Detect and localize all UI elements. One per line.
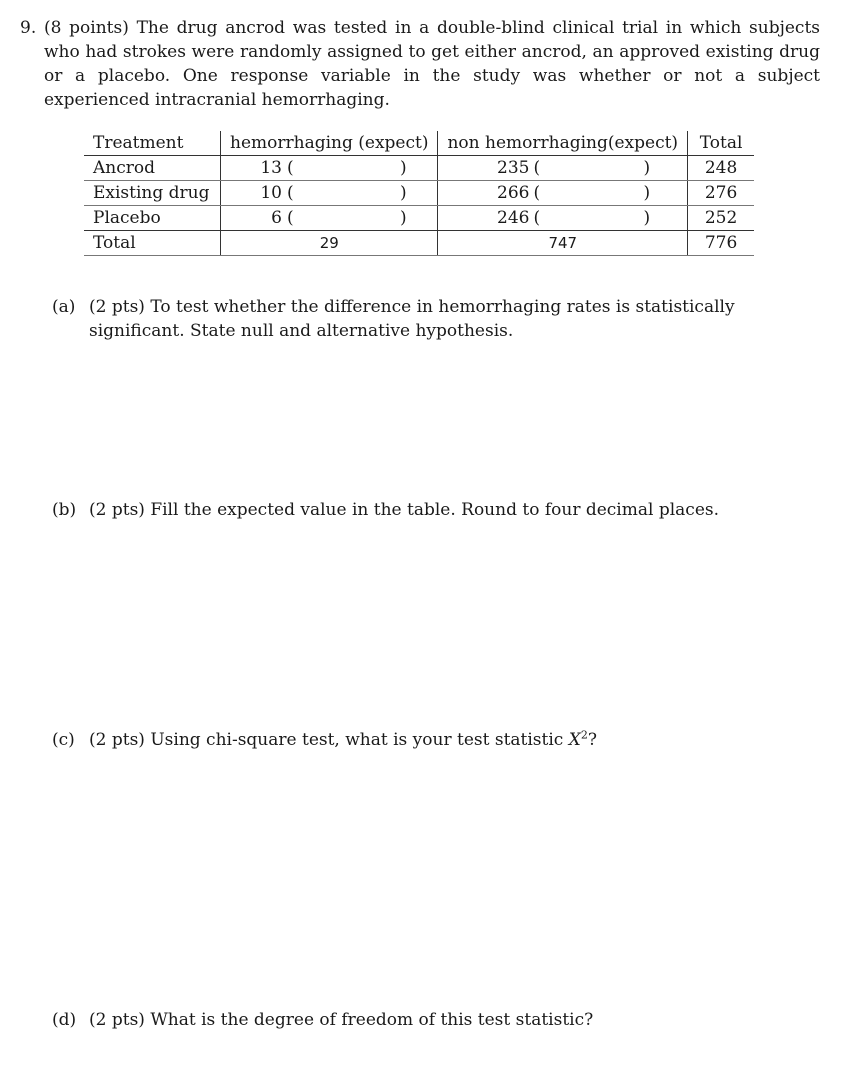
non-hemorrhaging-cell[interactable]	[438, 156, 688, 181]
header-hemorrhaging: hemorrhaging (expect)	[221, 131, 438, 156]
question-a	[52, 295, 824, 343]
question-label: (b)	[52, 500, 77, 520]
observed-value: 10	[260, 183, 282, 203]
header-total: Total	[688, 131, 755, 156]
row-total: 248	[688, 156, 755, 181]
row-treatment-label: Ancrod	[84, 156, 221, 181]
expected-close-paren: )	[643, 183, 651, 203]
row-total: 276	[688, 181, 755, 206]
observed-value: 13	[260, 158, 282, 178]
table-row	[84, 181, 754, 206]
observed-value: 246	[497, 208, 530, 228]
expected-open-paren: (	[533, 183, 541, 203]
total-non-hemorrhaging: 747	[438, 231, 688, 256]
expected-close-paren: )	[643, 158, 651, 178]
row-total: 252	[688, 206, 755, 231]
row-treatment-label: Placebo	[93, 208, 161, 228]
hemorrhaging-cell[interactable]	[221, 156, 438, 181]
hemorrhaging-cell[interactable]	[221, 206, 438, 231]
question-text	[89, 728, 824, 752]
row-treatment-label: Existing drug	[84, 181, 221, 206]
question-d	[52, 1008, 824, 1032]
question-text-main: (2 pts) Using chi-square test, what is your test statistic	[89, 730, 569, 750]
expected-open-paren: (	[287, 183, 294, 203]
table-row	[84, 206, 754, 231]
expected-open-paren: (	[533, 208, 541, 228]
table-header-row	[84, 131, 754, 156]
chi-square-symbol: X	[568, 730, 581, 750]
expected-close-paren: )	[400, 183, 407, 203]
expected-open-paren: (	[533, 158, 541, 178]
question-c	[52, 728, 824, 752]
header-non-hemorrhaging: non hemorrhaging(expect)	[438, 131, 688, 156]
question-label: (c)	[52, 730, 75, 750]
non-hemorrhaging-cell[interactable]	[438, 181, 688, 206]
observed-value: 235	[497, 158, 530, 178]
observed-value: 266	[497, 183, 530, 203]
expected-open-paren: (	[287, 158, 294, 178]
question-label: (d)	[52, 1010, 77, 1030]
header-treatment: Treatment	[84, 131, 221, 156]
question-text: (2 pts) What is the degree of freedom of this test statistic?	[89, 1010, 594, 1030]
contingency-table	[84, 131, 754, 256]
non-hemorrhaging-cell[interactable]	[438, 206, 688, 231]
table-total-row	[84, 231, 754, 256]
expected-close-paren: )	[400, 158, 407, 178]
hemorrhaging-cell[interactable]	[221, 181, 438, 206]
expected-open-paren: (	[287, 208, 294, 228]
question-label: (a)	[52, 297, 76, 317]
problem-number: 9.	[20, 18, 37, 38]
total-hemorrhaging: 29	[221, 231, 438, 256]
problem-9	[20, 16, 820, 112]
observed-value: 6	[271, 208, 282, 228]
problem-statement: (8 points) The drug ancrod was tested in a double-blind clinical trial in which subjects who had strokes were randomly assigned to get either ancrod, an approved existing drug or a placebo. One response variable in the study was whether or not a subject experienced intracranial hemorrhaging.	[44, 18, 820, 110]
total-label: Total	[84, 231, 221, 256]
expected-close-paren: )	[400, 208, 407, 228]
question-mark: ?	[587, 730, 597, 750]
question-text: (2 pts) To test whether the difference in hemorrhaging rates is statistically significant. State null and alternative hypothesis.	[89, 297, 735, 341]
grand-total: 776	[688, 231, 755, 256]
expected-close-paren: )	[643, 208, 651, 228]
chi-square-exponent: 2	[580, 728, 588, 742]
question-b	[52, 498, 824, 522]
table-row	[84, 156, 754, 181]
question-text: (2 pts) Fill the expected value in the table. Round to four decimal places.	[89, 500, 720, 520]
